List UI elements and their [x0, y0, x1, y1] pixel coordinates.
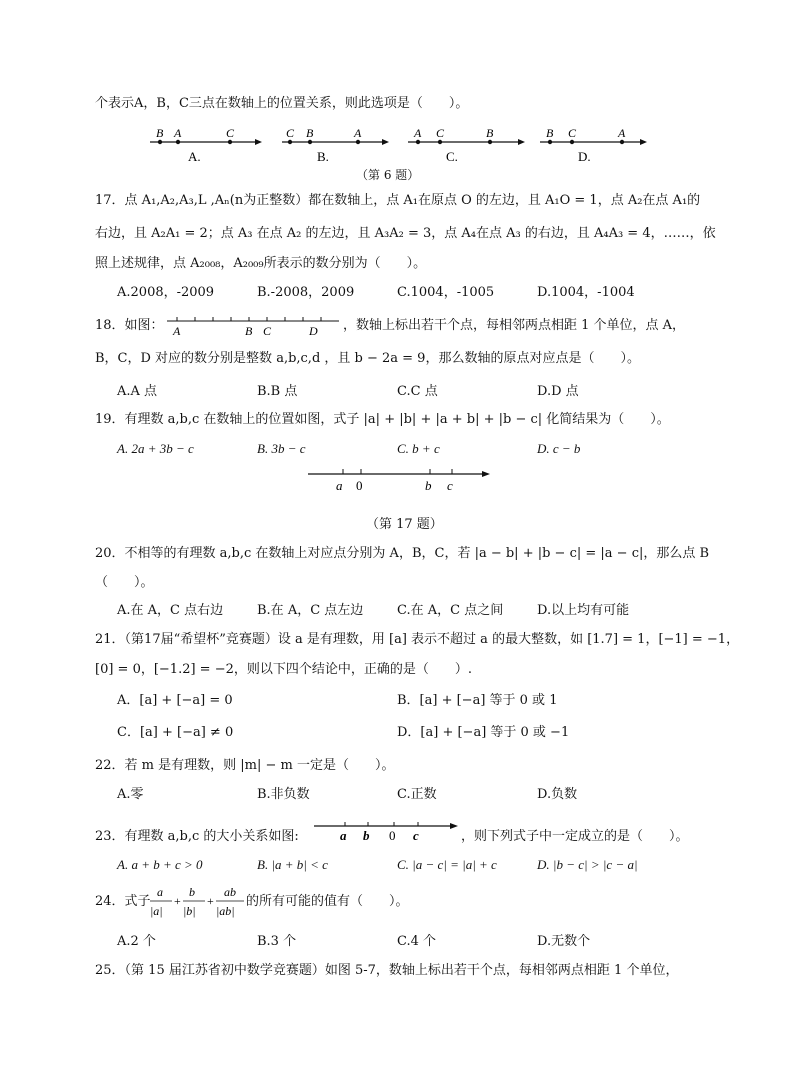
- q21-line2: [0] = 0，[−1.2] = −2，则以下四个结论中，正确的是（ ）.: [95, 662, 473, 677]
- q16-d-label: D.: [578, 149, 591, 164]
- q18-axis-c: C: [263, 324, 272, 337]
- q19-axis-a: a: [336, 478, 343, 493]
- q16-a-p2: A: [174, 126, 182, 140]
- q18-line1-post: ，数轴上标出若干个点，每相邻两点相距 1 个单位，点 A，: [343, 318, 686, 333]
- q16-c-p2: C: [436, 126, 445, 140]
- q20-option-b: B.在 A，C 点左边: [257, 603, 364, 618]
- q24-pre: 24．式子: [95, 894, 151, 909]
- q25-line1: 25．（第 15 届江苏省初中数学竞赛题）如图 5-7，数轴上标出若干个点，每相邻两点相距 1 个单位，: [95, 963, 679, 978]
- q16-fig-c: [408, 126, 525, 164]
- q19-option-a: A. 2a + 3b − c: [117, 441, 194, 456]
- q16-text: 个表示A，B，C三点在数轴上的位置关系，则此选项是（ ）。: [95, 96, 469, 111]
- q24-option-b: B.3 个: [257, 934, 297, 949]
- q16-c-p3: B: [486, 126, 494, 140]
- q17-option-b: B.-2008，2009: [257, 285, 355, 300]
- q19-number-line: [306, 464, 496, 496]
- q19-caption: （第 17 题）: [366, 517, 443, 532]
- q16-c-p1: A: [414, 126, 422, 140]
- q19-axis-c: c: [447, 478, 453, 493]
- q23-option-d: D. |b − c| > |c − a|: [537, 857, 638, 872]
- q22-option-d: D.负数: [537, 787, 578, 802]
- q18-option-c: C.C 点: [397, 384, 438, 399]
- q16-d-p3: A: [618, 126, 626, 140]
- q21-option-d: D．[a] + [−a] 等于 0 或 −1: [397, 725, 570, 740]
- q20-option-c: C.在 A，C 点之间: [397, 603, 504, 618]
- q24-post: 的所有可能的值有（ ）。: [246, 894, 409, 909]
- q18-number-line: [163, 313, 343, 337]
- q16-fig-b: [282, 126, 389, 164]
- q24-frac3-den: |ab|: [216, 904, 235, 918]
- q18-option-b: B.B 点: [257, 384, 298, 399]
- q17-option-a: A.2008，-2009: [117, 285, 215, 300]
- q21-option-a: A．[a] + [−a] = 0: [117, 693, 233, 708]
- q18-line2: B，C，D 对应的数分别是整数 a,b,c,d ，且 b − 2a = 9，那么数轴的原点对应点是（ ）。: [95, 351, 640, 366]
- q23-axis-a: a: [340, 828, 347, 843]
- q24-plus1: +: [174, 894, 181, 908]
- q16-a-p1: B: [156, 126, 164, 140]
- q18-line1-pre: 18．如图：: [95, 318, 164, 333]
- q24-frac2-num: b: [189, 885, 195, 899]
- q24-fraction-expression: [150, 882, 260, 922]
- q23-option-b: B. |a + b| < c: [257, 857, 328, 872]
- q21-option-b: B．[a] + [−a] 等于 0 或 1: [397, 693, 558, 708]
- q22-line1: 22．若 m 是有理数，则 |m| − m 一定是（ ）。: [95, 758, 395, 773]
- q20-option-a: A.在 A，C 点右边: [117, 603, 224, 618]
- q17-line3: 照上述规律，点 A₂₀₀₈，A₂₀₀₉所表示的数分别为（ ）。: [95, 256, 427, 271]
- q18-axis-a: A: [173, 324, 181, 337]
- q20-line2: （ ）。: [95, 575, 154, 590]
- q19-option-d: D. c − b: [537, 441, 581, 456]
- q23-option-a: A. a + b + c > 0: [117, 857, 203, 872]
- q16-b-label: B.: [317, 149, 329, 164]
- q18-axis-d: D: [309, 324, 318, 337]
- q24-plus2: +: [207, 894, 214, 908]
- q22-option-c: C.正数: [397, 787, 437, 802]
- q23-line1-pre: 23．有理数 a,b,c 的大小关系如图:: [95, 829, 299, 844]
- q16-d-p1: B: [546, 126, 554, 140]
- q24-option-c: C.4 个: [397, 934, 437, 949]
- q23-axis-c: c: [413, 828, 419, 843]
- q18-option-d: D.D 点: [537, 384, 579, 399]
- q22-option-b: B.非负数: [257, 787, 310, 802]
- q16-fig-d: [540, 126, 647, 164]
- q16-d-p2: C: [568, 126, 577, 140]
- q24-frac3-num: ab: [224, 885, 236, 899]
- q16-c-label: C.: [446, 149, 458, 164]
- q16-a-label: A.: [188, 149, 201, 164]
- q24-frac1-den: |a|: [150, 904, 163, 918]
- q24-frac2-den: |b|: [183, 904, 196, 918]
- q17-option-d: D.1004，-1004: [537, 285, 635, 300]
- q16-b-p1: C: [286, 126, 295, 140]
- q22-option-a: A.零: [117, 787, 144, 802]
- q17-line2: 右边，且 A₂A₁ = 2；点 A₃ 在点 A₂ 的左边，且 A₃A₂ = 3，点 A₄在点 A₃ 的右边，且 A₄A₃ = 4，……，依: [95, 226, 716, 241]
- q16-b-p3: A: [354, 126, 362, 140]
- q19-axis-0: 0: [356, 478, 363, 493]
- q21-line1: 21．（第17届“希望杯”竞赛题）设 a 是有理数，用 [a] 表示不超过 a 的最大整数，如 [1.7] = 1，[−1] = −1，: [95, 632, 740, 647]
- q24-option-d: D.无数个: [537, 934, 591, 949]
- q21-option-c: C．[a] + [−a] ≠ 0: [117, 725, 234, 740]
- q17-line1: 17．点 A₁,A₂,A₃,L ,Aₙ(n为正整数）都在数轴上，点 A₁在原点 O 的左边，且 A₁O = 1，点 A₂在点 A₁的: [95, 193, 701, 208]
- q20-line1: 20．不相等的有理数 a,b,c 在数轴上对应点分别为 A，B，C，若 |a − b| + |b − c| = |a − c|，那么点 B: [95, 546, 710, 561]
- q23-axis-0: 0: [389, 828, 396, 843]
- q19-axis-b: b: [425, 478, 432, 493]
- q17-option-c: C.1004，-1005: [397, 285, 495, 300]
- q23-option-c: C. |a − c| = |a| + c: [397, 857, 497, 872]
- q23-number-line: [312, 818, 462, 846]
- q19-option-b: B. 3b − c: [257, 441, 306, 456]
- q24-frac1-num: a: [157, 885, 163, 899]
- q16-a-p3: C: [226, 126, 235, 140]
- q16-fig-a: [150, 126, 262, 164]
- q24-option-a: A.2 个: [117, 934, 156, 949]
- q16-caption: （第 6 题）: [356, 168, 420, 182]
- q16-b-p2: B: [306, 126, 314, 140]
- q23-axis-b: b: [363, 828, 370, 843]
- q23-line1-post: ，则下列式子中一定成立的是（ ）。: [461, 829, 689, 844]
- q19-option-c: C. b + c: [397, 441, 440, 456]
- q19-line1: 19．有理数 a,b,c 在数轴上的位置如图，式子 |a| + |b| + |a + b| + |b − c| 化简结果为（ ）。: [95, 412, 670, 427]
- q18-option-a: A.A 点: [117, 384, 158, 399]
- q20-option-d: D.以上均有可能: [537, 603, 630, 618]
- q18-axis-b: B: [245, 324, 253, 337]
